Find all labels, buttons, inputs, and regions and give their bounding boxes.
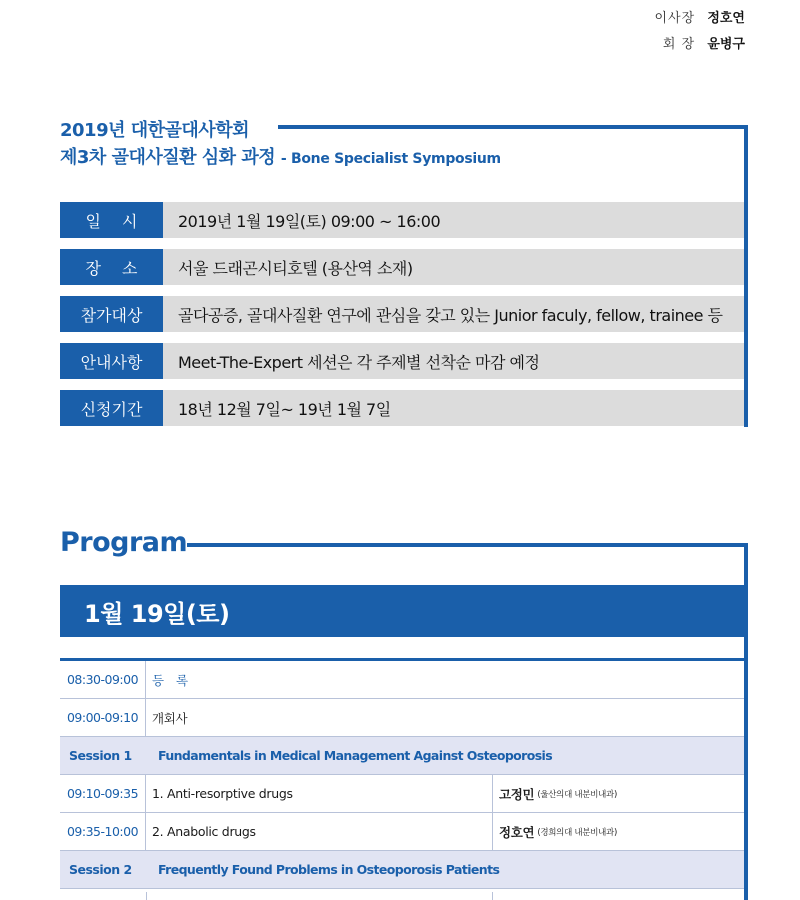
schedule-speaker — [492, 813, 744, 850]
info-label: 안내사항 — [60, 343, 163, 379]
info-label: 일 시 — [60, 202, 163, 238]
signature-block — [654, 6, 745, 58]
event-title-line2: 제3차 골대사질환 심화 과정 — [60, 147, 276, 168]
schedule-title: 1. Anti-resorptive drugs — [152, 786, 293, 801]
schedule-time: 09:35-10:00 — [60, 813, 146, 850]
session-row — [60, 737, 744, 775]
signature-name: 윤병구 — [707, 37, 745, 52]
day-banner: 1월 19일(토) — [60, 585, 744, 637]
event-subtitle: - Bone Specialist Symposium — [280, 151, 501, 167]
info-table — [60, 202, 744, 437]
session-title: Frequently Found Problems in Osteoporosis Patients — [158, 862, 500, 877]
info-row-audience — [60, 296, 744, 332]
schedule-row — [60, 775, 744, 813]
info-label: 참가대상 — [60, 296, 163, 332]
schedule-title: 2. Anabolic drugs — [152, 824, 256, 839]
info-label: 장 소 — [60, 249, 163, 285]
speaker-name: 정호연 — [499, 824, 535, 840]
schedule-time: 09:00-09:10 — [60, 699, 146, 736]
session-label: Session 1 — [69, 748, 132, 763]
signature-chairman — [654, 6, 745, 32]
schedule-time: 08:30-09:00 — [60, 661, 146, 698]
program-frame-right — [744, 543, 748, 900]
event-title-line2-wrap — [60, 144, 501, 173]
schedule-title: 개회사 — [152, 710, 188, 726]
info-value: 골다공증, 골대사질환 연구에 관심을 갖고 있는 Junior faculy, fellow, trainee 등 — [163, 296, 744, 332]
schedule-speaker — [492, 775, 744, 812]
schedule-row — [60, 661, 744, 699]
info-row-registration-period — [60, 390, 744, 426]
event-title-line1: 2019년 대한골대사학회 — [60, 120, 249, 141]
speaker-affiliation: (경희의대 내분비내과) — [537, 827, 617, 838]
signature-role: 이사장 — [654, 11, 696, 26]
speaker-affiliation: (울산의대 내분비내과) — [537, 789, 617, 800]
info-row-venue — [60, 249, 744, 285]
info-value: 서울 드래곤시티호텔 (용산역 소재) — [163, 249, 744, 285]
section-frame-right — [744, 125, 748, 427]
column-divider — [146, 892, 147, 900]
schedule-title: 등 록 — [152, 672, 193, 688]
event-title — [60, 117, 501, 173]
signature-president — [654, 32, 745, 58]
session-row — [60, 851, 744, 889]
info-value: Meet-The-Expert 세션은 각 주제별 선착순 마감 예정 — [163, 343, 744, 379]
schedule-time: 09:10-09:35 — [60, 775, 146, 812]
program-frame-top — [187, 543, 748, 547]
info-row-notice — [60, 343, 744, 379]
speaker-name: 고정민 — [499, 786, 535, 802]
column-divider — [492, 892, 493, 900]
schedule-row — [60, 813, 744, 851]
program-title: Program — [60, 527, 188, 558]
info-label: 신청기간 — [60, 390, 163, 426]
info-value: 2019년 1월 19일(토) 09:00 ~ 16:00 — [163, 202, 744, 238]
schedule-table — [60, 661, 744, 889]
info-value: 18년 12월 7일~ 19년 1월 7일 — [163, 390, 744, 426]
session-title: Fundamentals in Medical Management Against Osteoporosis — [158, 748, 553, 763]
session-label: Session 2 — [69, 862, 132, 877]
signature-role: 회 장 — [662, 37, 696, 52]
schedule-row — [60, 699, 744, 737]
info-row-date — [60, 202, 744, 238]
signature-name: 정호연 — [707, 11, 745, 26]
